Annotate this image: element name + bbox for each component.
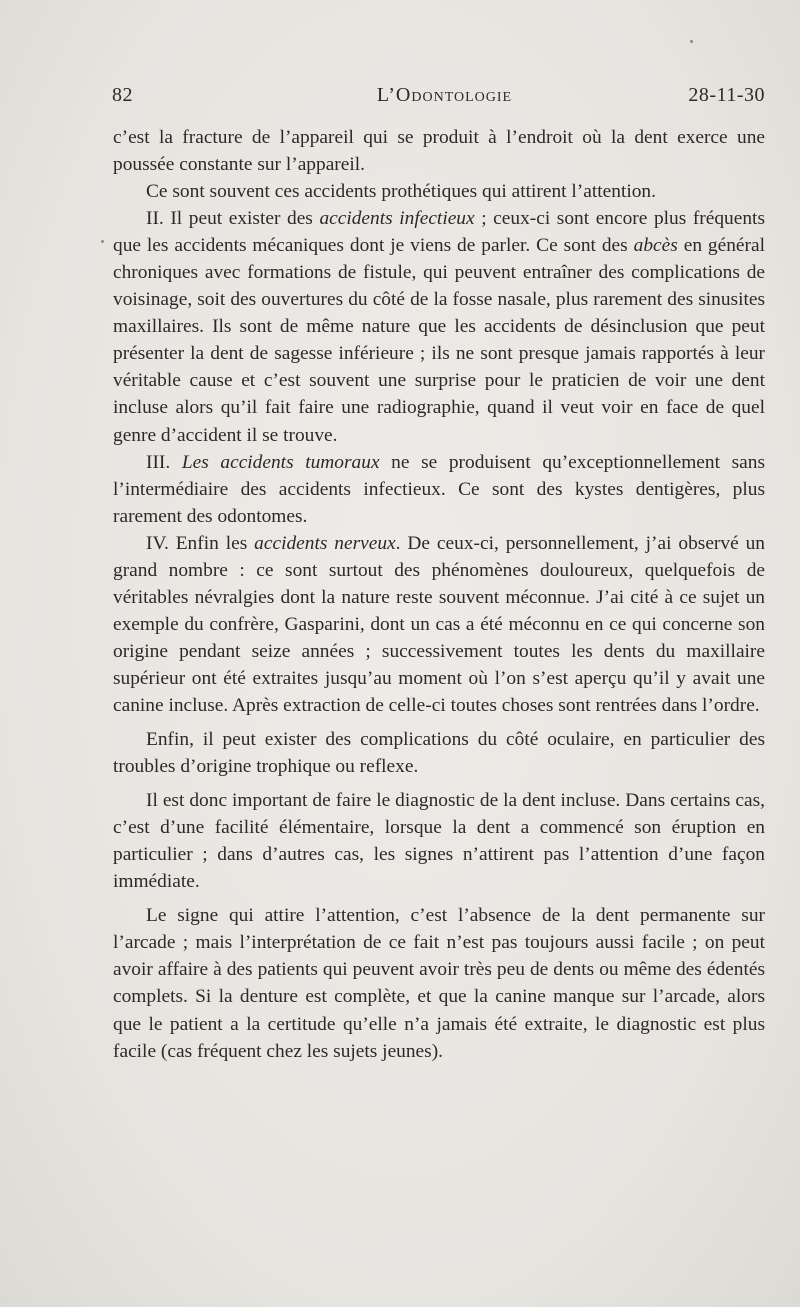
text-run: . De ceux-ci, personnellement, j’ai observé un grand nombre : ce sont surtout des phénomènes douloureux, quelquefois de véritables névralgies dont la nature reste souvent méconnue. J’ai cité à ce sujet un exemple du confrère, Gasparini, dont un cas a été méconnu en ce qui concerne son origine pendant seize années ; successivement toutes les dents du maxillaire supérieur ont été extraites jusqu’au moment où l’on s’est aperçu qu’il y avait une canine incluse. Après extraction de celle-ci toutes choses sont rentrées dans l’ordre. xyxy=(113,532,765,716)
paragraph xyxy=(113,205,765,448)
page-number: 82 xyxy=(112,84,133,106)
text-run: IV. Enfin les xyxy=(146,532,255,554)
italic-phrase: Les accidents tumoraux xyxy=(181,451,380,473)
paragraph xyxy=(113,449,765,530)
scan-speck xyxy=(690,40,693,43)
paragraph xyxy=(113,726,765,780)
paragraph-continued xyxy=(113,124,765,178)
journal-title: L’Odontologie xyxy=(376,84,513,106)
text-run: ne se produisent qu’exceptionnellement sans l’intermédiaire des accidents infectieux. Ce sont des kystes dentigères, plus rarement des odontomes. xyxy=(113,451,765,527)
paragraph xyxy=(113,178,765,205)
italic-phrase: accidents infectieux xyxy=(319,208,475,230)
text-run: III. xyxy=(146,451,182,473)
text-run: ; ceux-ci sont encore plus fréquents que les accidents mécaniques dont je viens de parler. Ce sont des xyxy=(113,208,765,257)
text-run: Il est donc important de faire le diagnostic de la dent incluse. Dans certains cas, c’est d’une facilité élémentaire, lorsque la dent a commencé son éruption en particulier ; dans d’autres cas, les signes n’attirent pas l’attention d’une façon immédiate. xyxy=(113,790,765,893)
paragraph xyxy=(113,530,765,719)
text-run: en général chroniques avec formations de fistule, qui peuvent entraîner des complications de voisinage, soit des ouvertures du côté de la fosse nasale, plus rarement des sinusites maxillaires. Ils sont de même nature que les accidents de désinclusion que peut présenter la dent de sagesse inférieure ; ils ne sont presque jamais rapportés à leur véritable cause et c’est souvent une surprise pour le praticien de voir une dent incluse alors qu’il fait faire une radiographie, quand il veut voir en face de quel genre d’accident il se trouve. xyxy=(113,235,765,446)
paragraph xyxy=(113,787,765,895)
italic-phrase: accidents nerveux xyxy=(254,532,396,554)
text-run: Le signe qui attire l’attention, c’est l’absence de la dent permanente sur l’arcade ; mais l’interprétation de ce fait n’est pas toujours aussi facile ; on peut avoir affaire à des patients qui peuvent avoir très peu de dents ou même des édentés complets. Si la denture est complète, et que la canine manque sur l’arcade, alors que le patient a la certitude qu’elle n’a jamais été extraite, le diagnostic est plus facile (cas fréquent chez les sujets jeunes). xyxy=(113,905,765,1062)
scan-speck xyxy=(101,240,104,243)
text-run: Enfin, il peut exister des complications du côté oculaire, en particulier des troubles d’origine trophique ou reflexe. xyxy=(113,729,765,778)
italic-phrase: abcès xyxy=(633,235,678,257)
article-body xyxy=(113,124,765,1065)
paragraph xyxy=(113,902,765,1064)
text-run: Ce sont souvent ces accidents prothétiques qui attirent l’attention. xyxy=(146,181,656,203)
issue-date: 28-11-30 xyxy=(688,84,765,106)
text-run: II. Il peut exister des xyxy=(146,208,320,230)
text-run: c’est la fracture de l’appareil qui se produit à l’endroit où la dent exerce une poussée constante sur l’appareil. xyxy=(113,127,765,176)
running-head xyxy=(110,84,765,108)
